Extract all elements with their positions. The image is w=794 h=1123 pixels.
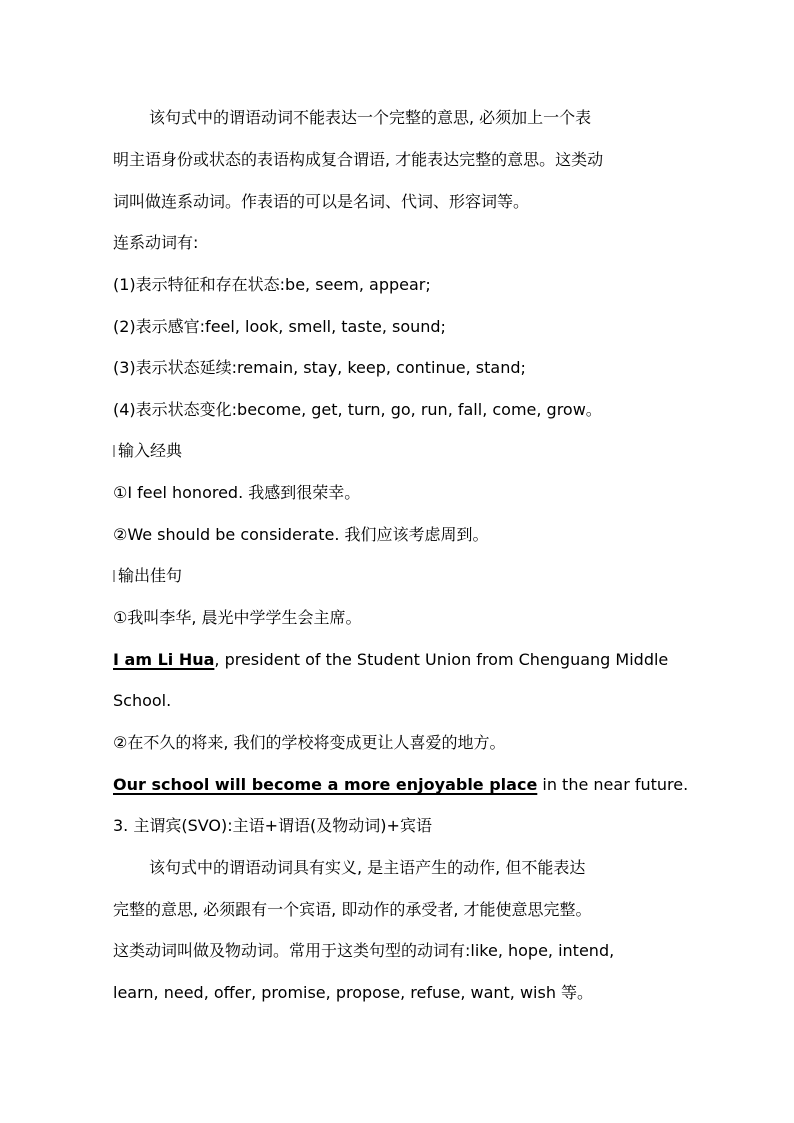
linking-verbs-item-3: (3)表示状态延续:remain, stay, keep, continue, stand; bbox=[113, 358, 526, 377]
linking-verbs-heading: 连系动词有: bbox=[113, 233, 199, 252]
svo-line3: 这类动词叫做及物动词。常用于这类句型的动词有:like, hope, intend, bbox=[113, 941, 615, 960]
output-sentences-heading: 输出佳句 bbox=[118, 566, 183, 585]
svo-heading: 3. 主谓宾(SVO):主语+谓语(及物动词)+宾语 bbox=[113, 816, 432, 835]
input-classic-heading-row bbox=[113, 439, 182, 463]
input-classic-item-2: ②We should be considerate. 我们应该考虑周到。 bbox=[113, 525, 489, 544]
para1-line2: 明主语身份或状态的表语构成复合谓语, 才能表达完整的意思。这类动 bbox=[113, 150, 604, 169]
svo-line1: 该句式中的谓语动词具有实义, 是主语产生的动作, 但不能表达 bbox=[149, 858, 586, 877]
output-sentences-heading-row bbox=[113, 564, 182, 588]
section-marker-icon bbox=[113, 445, 115, 457]
linking-verbs-item-2: (2)表示感官:feel, look, smell, taste, sound; bbox=[113, 317, 446, 336]
para1-line3: 词叫做连系动词。作表语的可以是名词、代词、形容词等。 bbox=[113, 192, 530, 211]
output-s2-en bbox=[113, 773, 688, 797]
input-classic-item-1: ①I feel honored. 我感到很荣幸。 bbox=[113, 483, 361, 502]
svo-line4: learn, need, offer, promise, propose, refuse, want, wish 等。 bbox=[113, 983, 594, 1002]
output-s1-en-rest: , president of the Student Union from Chenguang Middle bbox=[214, 650, 669, 669]
linking-verbs-item-4: (4)表示状态变化:become, get, turn, go, run, fall, come, grow。 bbox=[113, 400, 602, 419]
svo-line2: 完整的意思, 必须跟有一个宾语, 即动作的承受者, 才能使意思完整。 bbox=[113, 900, 592, 919]
output-s1-en-underlined: I am Li Hua bbox=[113, 650, 215, 669]
linking-verbs-item-1: (1)表示特征和存在状态:be, seem, appear; bbox=[113, 275, 431, 294]
output-s1-en-line1 bbox=[113, 648, 668, 672]
output-s1-cn: ①我叫李华, 晨光中学学生会主席。 bbox=[113, 608, 362, 627]
section-marker-icon bbox=[113, 570, 115, 582]
output-s1-en-line2: School. bbox=[113, 691, 172, 710]
input-classic-heading: 输入经典 bbox=[118, 441, 183, 460]
output-s2-cn: ②在不久的将来, 我们的学校将变成更让人喜爱的地方。 bbox=[113, 733, 506, 752]
output-s2-en-rest: in the near future. bbox=[537, 775, 689, 794]
para1-line1: 该句式中的谓语动词不能表达一个完整的意思, 必须加上一个表 bbox=[149, 108, 592, 127]
output-s2-en-underlined: Our school will become a more enjoyable place bbox=[113, 775, 538, 794]
